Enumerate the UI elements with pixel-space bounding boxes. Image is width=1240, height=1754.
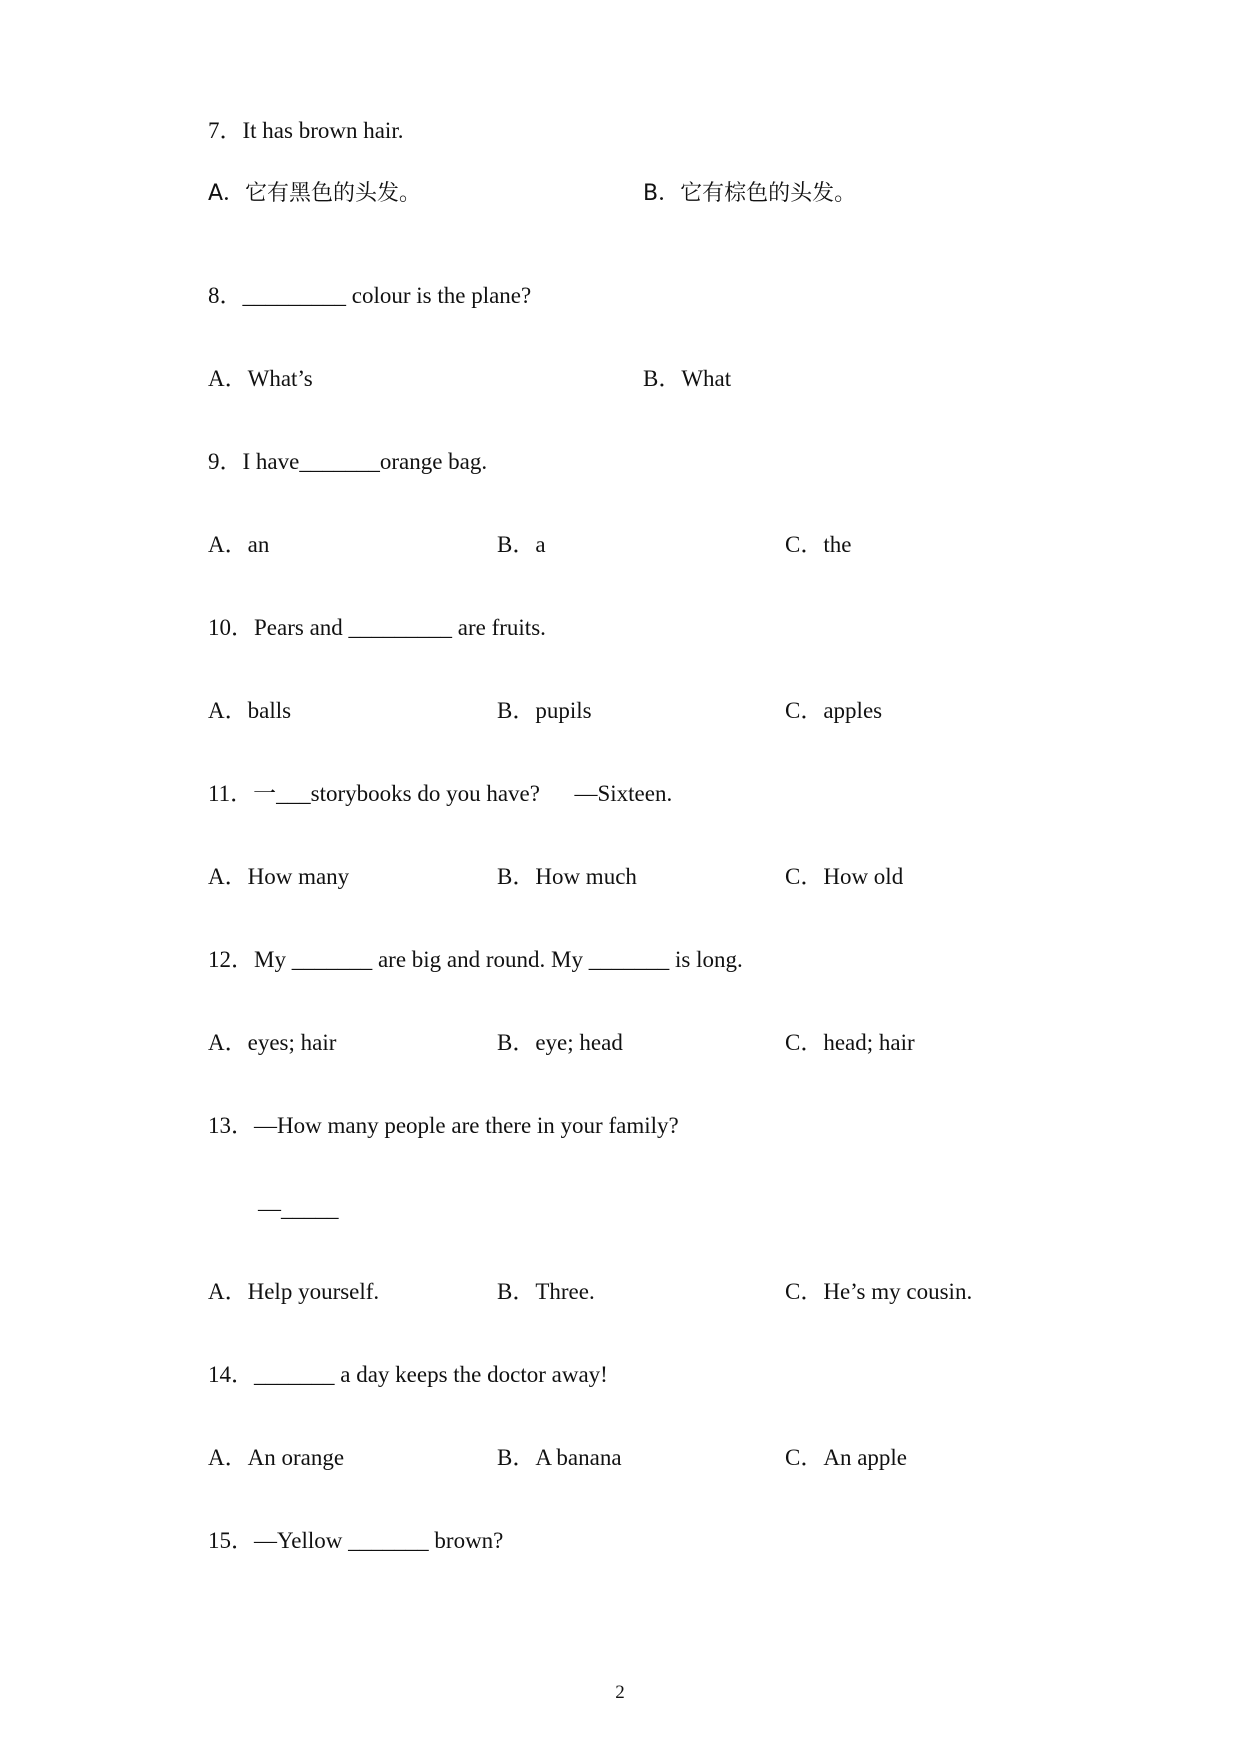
question-10-stem: 10．Pears and _________ are fruits. xyxy=(208,615,546,640)
question-13-option-c: C．He’s my cousin. xyxy=(785,1279,973,1304)
question-9-option-b: B．a xyxy=(497,532,546,557)
question-14-stem: 14．_______ a day keeps the doctor away! xyxy=(208,1362,608,1387)
question-8-stem: 8．_________ colour is the plane? xyxy=(208,283,532,308)
question-13-option-a: A．Help yourself. xyxy=(208,1279,380,1304)
question-11-option-c: C．How old xyxy=(785,864,904,889)
question-9-option-a: A．an xyxy=(208,532,270,557)
question-10-option-a: A．balls xyxy=(208,698,292,723)
question-12-stem: 12．My _______ are big and round. My _______ is long. xyxy=(208,947,743,972)
page-number: 2 xyxy=(615,1682,625,1703)
question-10-option-b: B．pupils xyxy=(497,698,592,723)
question-10-option-c: C．apples xyxy=(785,698,883,723)
question-13-option-b: B．Three. xyxy=(497,1279,595,1304)
question-13-stem: 13．—How many people are there in your family? xyxy=(208,1113,679,1138)
question-7-option-b: B．它有棕色的头发。 xyxy=(643,181,857,206)
question-9-option-c: C．the xyxy=(785,532,852,557)
question-8-option-a: A．What’s xyxy=(208,366,313,391)
question-7-stem: 7．It has brown hair. xyxy=(208,118,404,143)
question-14-option-a: A．An orange xyxy=(208,1445,345,1470)
question-11-stem: 11．一___storybooks do you have? —Sixteen. xyxy=(208,781,673,806)
question-12-option-c: C．head; hair xyxy=(785,1030,915,1055)
question-14-option-b: B．A banana xyxy=(497,1445,622,1470)
question-8-option-b: B．What xyxy=(643,366,732,391)
question-12-option-a: A．eyes; hair xyxy=(208,1030,337,1055)
question-12-option-b: B．eye; head xyxy=(497,1030,623,1055)
question-9-stem: 9．I have_______orange bag. xyxy=(208,449,488,474)
question-14-option-c: C．An apple xyxy=(785,1445,908,1470)
question-15-stem: 15．—Yellow _______ brown? xyxy=(208,1528,504,1553)
question-13-answer-line: —_____ xyxy=(258,1196,339,1221)
question-11-option-a: A．How many xyxy=(208,864,350,889)
question-7-option-a: A．它有黑色的头发。 xyxy=(208,181,422,206)
question-11-option-b: B．How much xyxy=(497,864,637,889)
